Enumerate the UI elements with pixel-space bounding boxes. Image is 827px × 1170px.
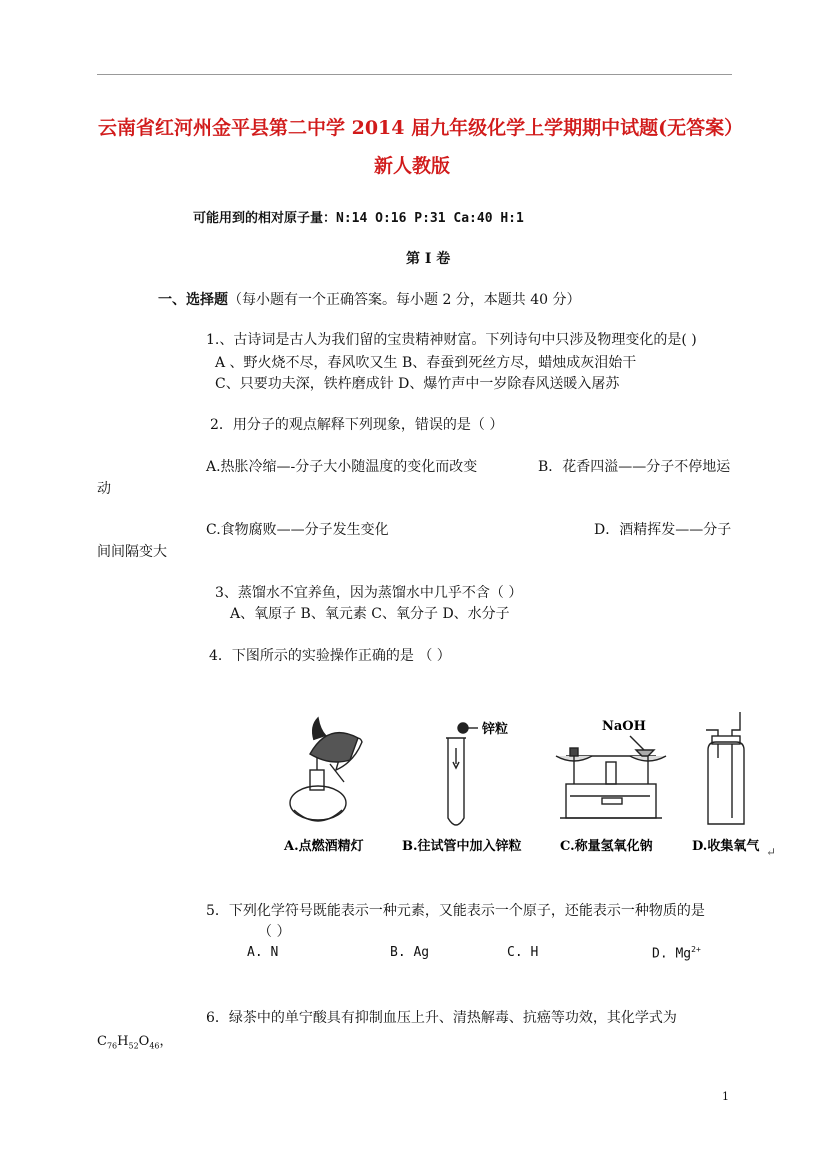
header-rule xyxy=(97,74,732,75)
q6-stem: 6．绿茶中的单宁酸具有抑制血压上升、清热解毒、抗癌等功效，其化学式为 xyxy=(206,1010,677,1026)
caption-b: B.往试管中加入锌粒 xyxy=(402,839,522,854)
formula-c: C xyxy=(97,1034,107,1049)
q2-option-d-cont: 间间隔变大 xyxy=(97,544,167,560)
return-mark: ↵ xyxy=(766,845,777,859)
formula-h-sub: 52 xyxy=(128,1041,139,1051)
q5-option-d-base: D. Mg xyxy=(652,946,692,962)
q5-paren: （ ） xyxy=(258,924,291,940)
test-tube-illustration xyxy=(446,723,478,825)
q5-option-a: A. N xyxy=(247,945,279,960)
alcohol-lamp-illustration xyxy=(290,718,362,821)
caption-a: A.点燃酒精灯 xyxy=(284,839,364,854)
doc-title-line2: 新人教版 xyxy=(374,155,451,177)
doc-title-line1: 云南省红河州金平县第二中学 2014 届九年级化学上学期期中试题(无答案） xyxy=(98,117,744,139)
section-heading-row xyxy=(158,289,581,309)
balance-illustration xyxy=(556,736,666,818)
q5-option-d-charge: 2+ xyxy=(691,945,701,954)
formula-o: O xyxy=(138,1034,150,1049)
lab-operations-figure xyxy=(270,700,780,870)
gas-bottle-illustration xyxy=(706,712,744,824)
q2-option-b-cont: 动 xyxy=(97,481,111,497)
q3-stem: 3、蒸馏水不宜养鱼，因为蒸馏水中几乎不含（ ） xyxy=(215,585,523,601)
caption-c: C.称量氢氧化钠 xyxy=(560,839,653,854)
q3-options: A、氧原子 B、氧元素 C、氧分子 D、水分子 xyxy=(230,606,510,622)
q2-option-a: A.热胀冷缩—-分子大小随温度的变化而改变 xyxy=(206,459,478,475)
formula-c-sub: 76 xyxy=(106,1041,118,1051)
q2-stem: 2．用分子的观点解释下列现象，错误的是（ ） xyxy=(210,417,504,433)
label-naoh: NaOH xyxy=(602,719,646,734)
q5-option-d xyxy=(652,945,701,961)
section-note: （每小题有一个正确答案。每小题 2 分，本题共 40 分） xyxy=(228,292,581,308)
section-volume: 第 I 卷 xyxy=(406,251,451,267)
q1-options-cd: C、只要功夫深，铁杵磨成针 D、爆竹声中一岁除春风送暖入屠苏 xyxy=(215,376,620,392)
q4-stem: 4．下图所示的实验操作正确的是 （ ） xyxy=(209,648,451,664)
formula-h: H xyxy=(117,1034,129,1049)
q5-stem: 5．下列化学符号既能表示一种元素，又能表示一个原子，还能表示一种物质的是 xyxy=(206,903,705,919)
formula-o-sub: 46 xyxy=(149,1041,160,1051)
q2-option-b: B．花香四溢——分子不停地运 xyxy=(538,459,731,475)
atomic-mass-line: 可能用到的相对原子量：N:14 O:16 P:31 Ca:40 H:1 xyxy=(193,211,524,226)
q5-option-c: C. H xyxy=(507,945,539,960)
formula-tail: ， xyxy=(159,1034,173,1049)
section-heading: 一、选择题 xyxy=(158,292,228,308)
label-zinc: 锌粒 xyxy=(482,722,509,737)
q6-formula xyxy=(97,1030,173,1051)
q1-stem: 1.、古诗词是古人为我们留的宝贵精神财富。下列诗句中只涉及物理变化的是( ) xyxy=(206,332,697,348)
q1-options-ab: A 、野火烧不尽，春风吹又生 B、春蚕到死丝方尽，蜡烛成灰泪始干 xyxy=(215,355,637,371)
caption-d: D.收集氧气 xyxy=(692,839,760,854)
q5-option-b: B. Ag xyxy=(390,945,430,960)
q2-option-d: D．酒精挥发——分子 xyxy=(594,522,732,538)
q2-option-c: C.食物腐败——分子发生变化 xyxy=(206,522,389,538)
page-number: 1 xyxy=(722,1090,729,1103)
